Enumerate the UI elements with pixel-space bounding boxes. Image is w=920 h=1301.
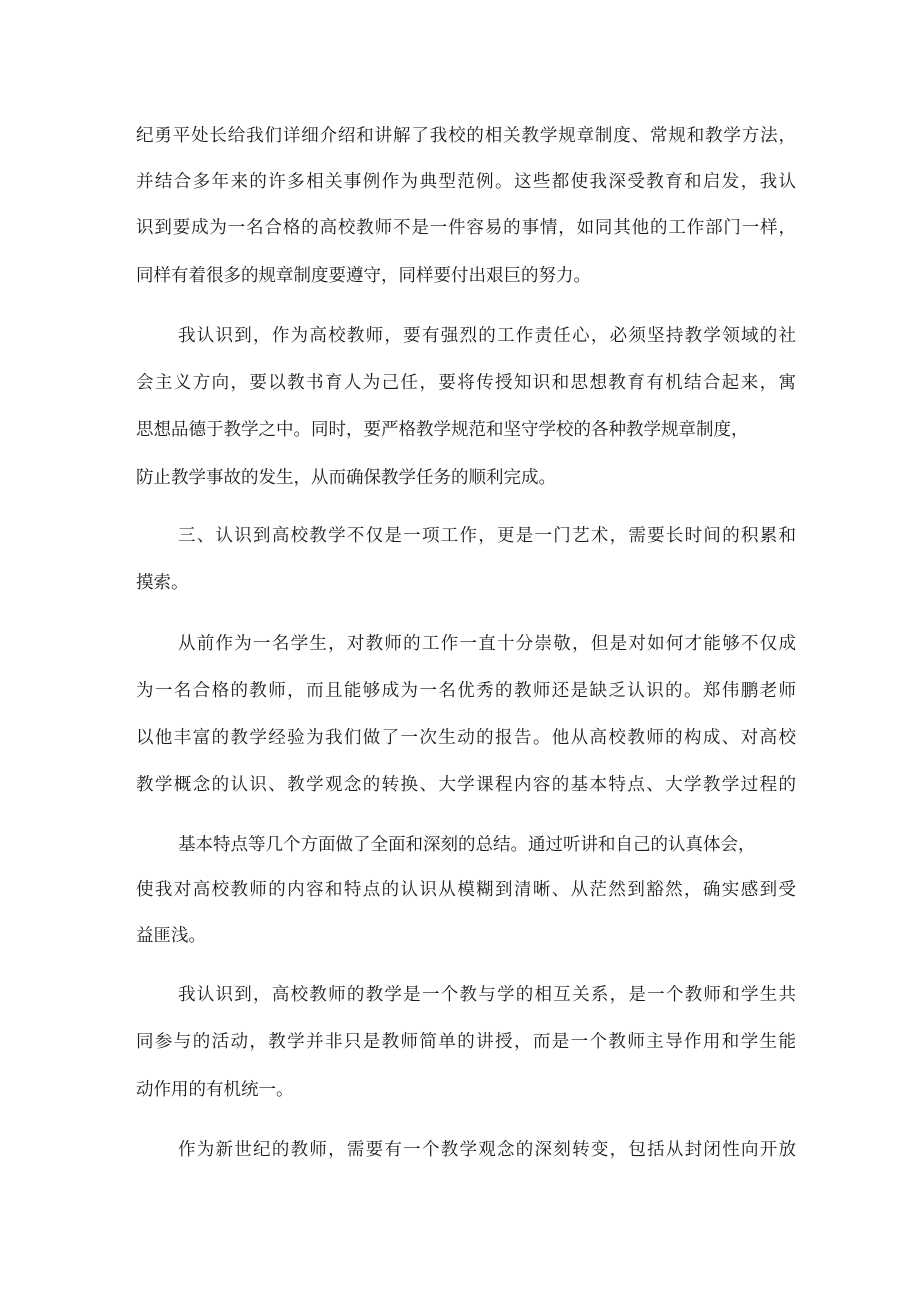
text-line: 作为新世纪的教师，需要有一个教学观念的深刻转变，包括从封闭性向开放 <box>178 1140 796 1160</box>
text-line: 从前作为一名学生，对教师的工作一直十分崇敬，但是对如何才能够不仅成 <box>178 634 796 654</box>
text-line: 会主义方向，要以教书育人为己任，要将传授知识和思想教育有机结合起来，寓 <box>136 373 796 393</box>
text-line: 思想品德于教学之中。同时，要严格教学规范和坚守学校的各种教学规章制度， <box>136 420 749 440</box>
text-line: 使我对高校教师的内容和特点的认识从模糊到清晰、从茫然到豁然，确实感到受 <box>136 880 796 900</box>
text-line: 防止教学事故的发生，从而确保教学任务的顺利完成。 <box>136 468 556 488</box>
text-line: 以他丰富的教学经验为我们做了一次生动的报告。他从高校教师的构成、对高校 <box>136 728 796 748</box>
text-line: 益匪浅。 <box>136 926 206 946</box>
text-line: 教学概念的认识、教学观念的转换、大学课程内容的基本特点、大学教学过程的 <box>136 775 796 795</box>
text-line: 三、认识到高校教学不仅是一项工作，更是一门艺术，需要长时间的积累和 <box>178 526 796 546</box>
text-line: 并结合多年来的许多相关事例作为典型范例。这些都使我深受教育和启发，我认 <box>136 172 796 192</box>
text-line: 同参与的活动，教学并非只是教师简单的讲授，而是一个教师主导作用和学生能 <box>136 1032 796 1052</box>
text-line: 纪勇平处长给我们详细介绍和讲解了我校的相关教学规章制度、常规和教学方法， <box>136 126 796 146</box>
text-line: 我认识到，作为高校教师，要有强烈的工作责任心，必须坚持教学领域的社 <box>178 326 796 346</box>
text-line: 识到要成为一名合格的高校教师不是一件容易的事情，如同其他的工作部门一样， <box>136 218 796 238</box>
text-line: 基本特点等几个方面做了全面和深刻的总结。通过听讲和自己的认真体会， <box>178 835 756 855</box>
text-line: 动作用的有机统一。 <box>136 1080 294 1100</box>
text-line: 同样有着很多的规章制度要遵守，同样要付出艰巨的努力。 <box>136 266 591 286</box>
text-line: 摸索。 <box>136 573 189 593</box>
text-line: 为一名合格的教师，而且能够成为一名优秀的教师还是缺乏认识的。郑伟鹏老师 <box>136 681 796 701</box>
text-line: 我认识到，高校教师的教学是一个教与学的相互关系，是一个教师和学生共 <box>178 985 796 1005</box>
